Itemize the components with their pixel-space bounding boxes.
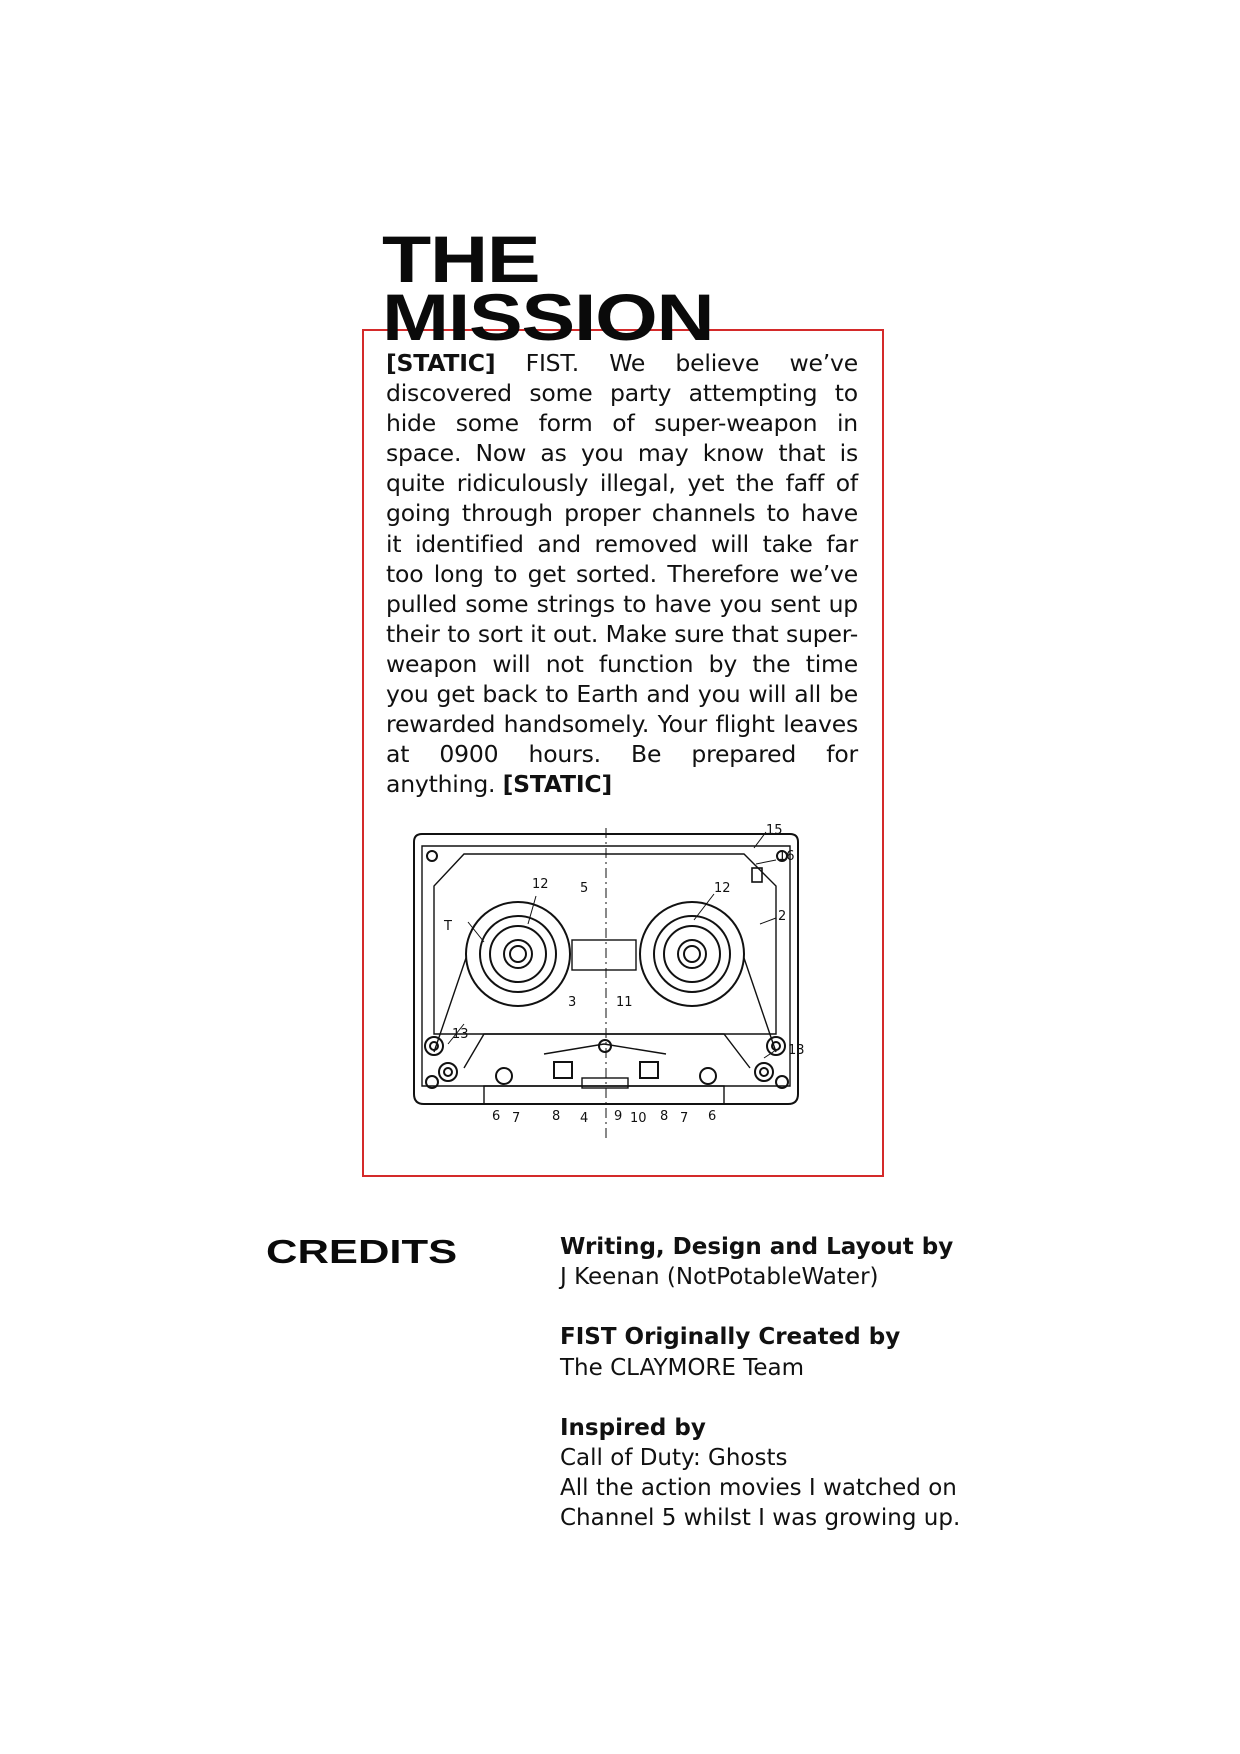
diagram-label: 13 xyxy=(452,1027,469,1042)
credit-block xyxy=(560,1232,1200,1292)
diagram-label: 16 xyxy=(778,849,795,864)
credit-name: The CLAYMORE Team xyxy=(560,1354,805,1381)
mission-briefing xyxy=(386,348,858,799)
diagram-label: 6 xyxy=(708,1109,717,1124)
credits-heading: CREDITS xyxy=(266,1233,458,1270)
diagram-label: 12 xyxy=(532,877,549,892)
mission-title-line-1: THE xyxy=(382,222,540,296)
credit-name: Call of Duty: Ghosts xyxy=(560,1445,788,1472)
credit-name: Channel 5 whilst I was growing up. xyxy=(560,1505,961,1532)
credit-block xyxy=(560,1322,1200,1382)
diagram-label: 6 xyxy=(492,1109,501,1124)
diagram-label: 10 xyxy=(630,1111,647,1126)
mission-title xyxy=(382,222,714,354)
credit-role: Writing, Design and Layout by xyxy=(560,1234,954,1260)
mission-body: FIST. We believe we’ve discovered some party attempting to hide some form of super-weapon in space. Now as you may know that is quite ridiculously illegal, yet the faff of going through proper channels to have it identified and removed will take far too long to get sorted. Therefore we’ve pulled some strings to have you sent up their to sort it out. Make sure that super-weapon will not function by the time you get back to Earth and you will all be rewarded handsomely. Your flight leaves at 0900 hours. Be prepared for anything. xyxy=(386,349,858,799)
diagram-label: 7 xyxy=(680,1111,689,1126)
diagram-label: 11 xyxy=(616,995,633,1010)
diagram-label: 13 xyxy=(788,1043,805,1058)
diagram-label: 2 xyxy=(778,909,787,924)
diagram-label: 8 xyxy=(552,1109,561,1124)
diagram-label: T xyxy=(444,919,452,934)
diagram-label: 15 xyxy=(766,824,783,838)
credit-name: All the action movies I watched on xyxy=(560,1475,957,1502)
diagram-label: 9 xyxy=(614,1109,623,1124)
credit-name: J Keenan (NotPotableWater) xyxy=(560,1264,879,1291)
diagram-label: 5 xyxy=(580,881,589,896)
credit-role: Inspired by xyxy=(560,1414,706,1441)
mission-title-line-2: MISSION xyxy=(382,280,714,354)
diagram-label: 8 xyxy=(660,1109,669,1124)
credits-list xyxy=(560,1232,1200,1564)
cassette-diagram xyxy=(404,824,844,1142)
static-tag-close: [STATIC] xyxy=(502,770,612,799)
diagram-label: 4 xyxy=(580,1111,589,1126)
diagram-label: 7 xyxy=(512,1111,521,1126)
credit-block xyxy=(560,1413,1200,1534)
diagram-label: 3 xyxy=(568,995,577,1010)
diagram-label: 12 xyxy=(714,881,731,896)
static-tag-open: [STATIC] xyxy=(386,349,496,377)
credit-role: FIST Originally Created by xyxy=(560,1324,901,1351)
